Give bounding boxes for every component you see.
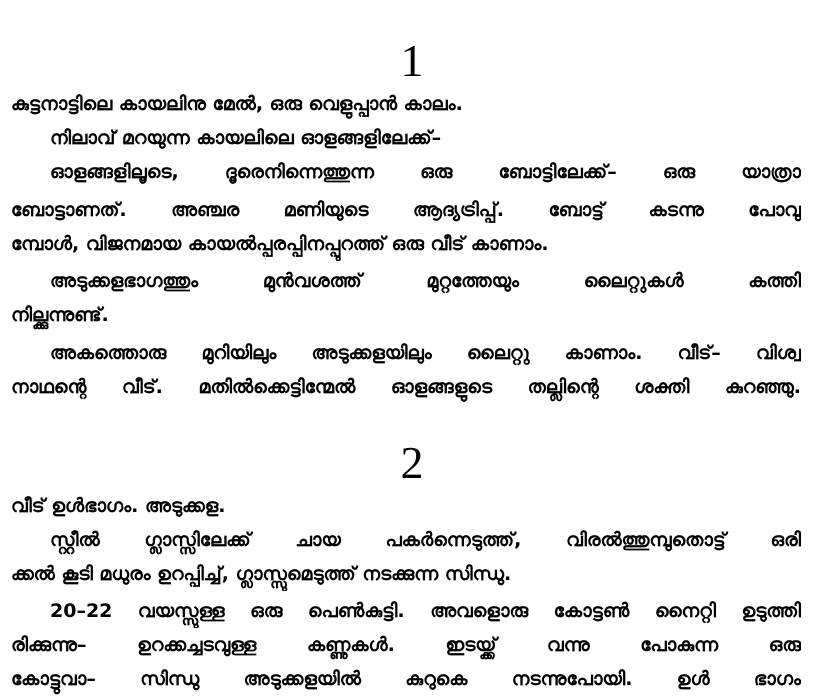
paragraph-line: കോട്ടുവാ– സിന്ധു അടുക്കളയിൽ കുറുകെ നടന്നുപോയി. ഉൾ ഭാഗം bbox=[11, 668, 801, 690]
paragraph-line: നാഥന്റെ വീട്. മതിൽക്കെട്ടിന്മേൽ ഓളങ്ങളുടെ തല്ലിന്റെ ശക്തി കുറഞ്ഞു. bbox=[11, 376, 801, 398]
paragraph-line: സ്റ്റീൽ ഗ്ലാസ്സിലേക്ക് ചായ പകർന്നെടുത്ത്, വിരൽത്തുമ്പുതൊട്ട് ഒരി bbox=[50, 529, 801, 551]
paragraph-line: രിക്കുന്നു– ഉറക്കച്ചടവുള്ള കണ്ണുകൾ. ഇടയ്ക്ക് വന്നു പോകുന്ന ഒരു bbox=[11, 634, 801, 656]
paragraph-line: ക്കൽ കൂടി മധുരം ഉറപ്പിച്ച്, ഗ്ലാസ്സുമെടുത്ത് നടക്കുന്ന സിന്ധു. bbox=[11, 563, 512, 585]
paragraph-line: ഓളങ്ങളിലൂടെ, ദൂരെനിന്നെത്തുന്ന ഒരു ബോട്ടിലേക്ക്– ഒരു യാത്രാ bbox=[50, 161, 801, 183]
paragraph-line: 20–22 വയസ്സുള്ള ഒരു പെൺകുട്ടി. അവളൊരു കോട്ടൺ നൈറ്റി ഉടുത്തി bbox=[50, 600, 801, 622]
paragraph-line: അകത്തൊരു മുറിയിലും അടുക്കളയിലും ലൈറ്റു കാണാം. വീട്– വിശ്വ bbox=[50, 342, 801, 364]
paragraph-line: അടുക്കളഭാഗത്തും മുൻവശത്ത് മുറ്റത്തേയും ലൈറ്റുകൾ കത്തി bbox=[50, 270, 801, 292]
paragraph-line: വീട് ഉൾഭാഗം. അടുക്കള. bbox=[11, 495, 226, 517]
paragraph-line: നില്ക്കുന്നുണ്ട്. bbox=[11, 304, 109, 326]
section-number-1: 1 bbox=[400, 35, 424, 86]
paragraph-line: മ്പോൾ, വിജനമായ കായൽപ്പരപ്പിനപ്പുറത്ത് ഒരു വീട് കാണാം. bbox=[11, 233, 549, 255]
paragraph-line: നിലാവ് മറയുന്ന കായലിലെ ഓളങ്ങളിലേക്ക്– bbox=[50, 127, 442, 149]
paragraph-line: കുട്ടനാട്ടിലെ കായലിനു മേൽ, ഒരു വെളുപ്പാൻ കാലം. bbox=[11, 93, 463, 115]
paragraph-line: ബോട്ടാണത്. അഞ്ചര മണിയുടെ ആദ്യട്രിപ്പ്. ബോട്ട് കടന്നു പോവു bbox=[11, 199, 801, 221]
section-number-2: 2 bbox=[400, 437, 424, 488]
